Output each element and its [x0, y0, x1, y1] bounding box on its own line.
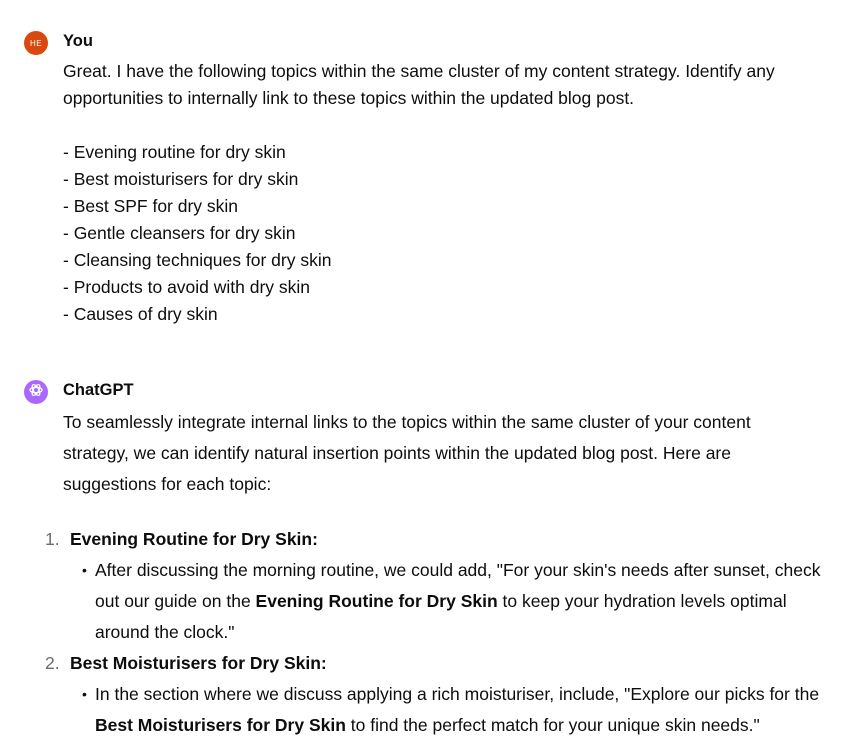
suggestion-title: Best Moisturisers for Dry Skin:	[70, 653, 327, 673]
suggestion-number: 2.	[45, 653, 60, 673]
user-topic-item: - Best SPF for dry skin	[63, 196, 239, 216]
suggestion-bullet	[70, 679, 845, 741]
user-topic-list	[63, 139, 823, 328]
suggestion-bullets	[70, 679, 843, 741]
bullet-text-after: to keep your hydration levels optimal around the clock."	[95, 591, 787, 642]
user-topic-item: - Evening routine for dry skin	[63, 142, 286, 162]
suggestion-bullet	[70, 555, 845, 648]
suggestion-item	[45, 648, 843, 741]
suggestion-bullets	[70, 555, 843, 648]
suggestion-item	[45, 524, 843, 648]
suggestion-title: Evening Routine for Dry Skin:	[70, 529, 318, 549]
openai-logo-icon	[28, 382, 44, 403]
suggestion-list	[45, 524, 843, 741]
bullet-text-before: After discussing the morning routine, we could add, "For your skin's needs after sunset, check out our guide on the	[95, 560, 821, 611]
user-avatar	[24, 31, 48, 55]
assistant-intro: To seamlessly integrate internal links to the topics within the same cluster of your content strategy, we can identify natural insertion points within the updated blog post. Here are suggestions for each topic:	[63, 412, 751, 494]
user-topic-item: - Products to avoid with dry skin	[63, 277, 311, 297]
bullet-text-before: In the section where we discuss applying a rich moisturiser, include, "Explore our picks for the	[95, 684, 820, 704]
user-message-paragraph: Great. I have the following topics within the same cluster of my content strategy. Identify any opportunities to internally link to these topics within the updated blog post.	[63, 61, 775, 108]
bullet-text-after: to find the perfect match for your unique skin needs."	[345, 715, 760, 735]
user-topic-item: - Causes of dry skin	[63, 304, 218, 324]
suggestion-number: 1.	[45, 529, 60, 549]
assistant-avatar	[24, 380, 48, 404]
user-avatar-initials: HE	[29, 38, 43, 48]
user-topic-item: - Best moisturisers for dry skin	[63, 169, 299, 189]
user-topic-item: - Gentle cleansers for dry skin	[63, 223, 296, 243]
assistant-author-name: ChatGPT	[63, 381, 134, 399]
bullet-icon: •	[82, 686, 87, 702]
user-message	[63, 58, 823, 328]
bullet-link-text: Evening Routine for Dry Skin	[255, 591, 498, 611]
user-author-name: You	[63, 32, 93, 50]
assistant-message	[45, 407, 843, 741]
user-topic-item: - Cleansing techniques for dry skin	[63, 250, 332, 270]
bullet-link-text: Best Moisturisers for Dry Skin	[95, 715, 346, 735]
bullet-icon: •	[82, 562, 87, 578]
